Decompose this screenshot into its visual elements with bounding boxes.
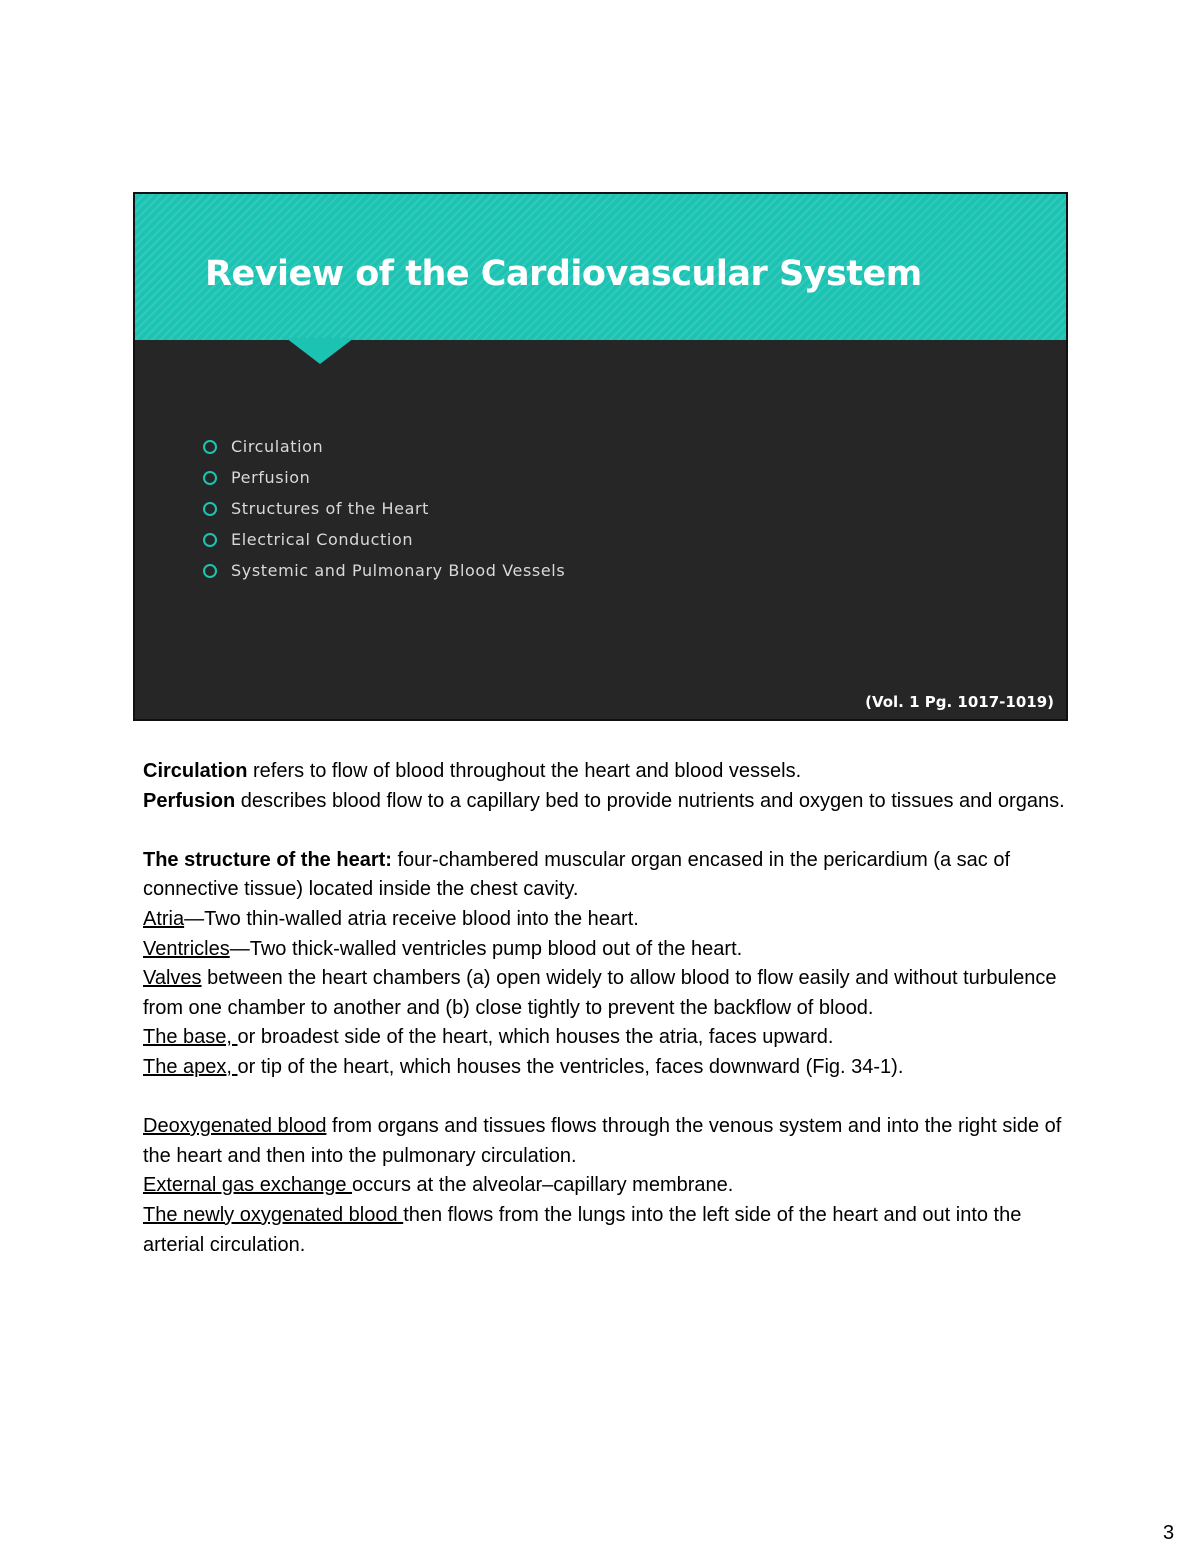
ring-bullet-icon [203,502,217,516]
text-atria: —Two thin-walled atria receive blood into the heart. [184,907,639,930]
bullet-item [203,524,565,555]
text-apex: or tip of the heart, which houses the ventricles, faces downward (Fig. 34-1). [237,1055,904,1078]
page-number: 3 [1163,1522,1175,1544]
text-circulation: refers to flow of blood throughout the heart and blood vessels. [247,760,802,782]
bullet-text: Perfusion [231,468,311,487]
term-ventricles: Ventricles [143,937,230,960]
term-circulation: Circulation [143,760,248,782]
term-gas-exchange: External gas exchange [143,1174,353,1197]
note-gas-exchange [143,1171,1073,1201]
text-perfusion: describes blood flow to a capillary bed to provide nutrients and oxygen to tissues and organs. [235,789,1065,812]
term-deoxygenated: Deoxygenated blood [143,1115,327,1138]
note-atria [143,905,1073,935]
text-deoxygenated: from organs and tissues flows through the venous system and into the right side of the heart and then into the pulmonary circulation. [143,1115,1062,1167]
note-perfusion [143,787,1073,817]
term-atria: Atria [143,907,185,930]
note-deoxygenated [143,1112,1073,1171]
notes-text [143,757,1073,1260]
text-gas-exchange: occurs at the alveolar–capillary membrane. [352,1174,734,1197]
ring-bullet-icon [203,564,217,578]
slide-reference: (Vol. 1 Pg. 1017-1019) [865,693,1054,711]
text-ventricles: —Two thick-walled ventricles pump blood out of the heart. [229,937,743,960]
term-oxygenated: The newly oxygenated blood [143,1203,404,1226]
note-circulation [143,757,1073,787]
bullet-text: Electrical Conduction [231,530,414,549]
note-ventricles [143,935,1073,965]
note-apex [143,1053,1073,1083]
slide-header [135,194,1066,340]
paragraph-gap [143,816,1073,846]
bullet-text: Structures of the Heart [231,499,430,518]
bullet-text: Circulation [231,437,324,456]
text-valves: between the heart chambers (a) open widely to allow blood to flow easily and without turbulence from one chamber to another and (b) close tightly to prevent the backflow of blood. [143,967,1057,1019]
slide [133,192,1068,721]
bullet-item [203,555,565,586]
bullet-item [203,493,565,524]
term-apex: The apex, [143,1055,238,1078]
text-base: or broadest side of the heart, which houses the atria, faces upward. [237,1026,834,1049]
bullet-text: Systemic and Pulmonary Blood Vessels [231,561,566,580]
term-perfusion: Perfusion [143,789,236,812]
term-valves: Valves [143,967,202,990]
note-oxygenated [143,1201,1073,1260]
note-valves [143,964,1073,1023]
ring-bullet-icon [203,440,217,454]
note-base [143,1023,1073,1053]
text-structure: four-chambered muscular organ encased in the pericardium (a sac of connective tissue) located inside the chest cavity. [143,848,1011,901]
ring-bullet-icon [203,533,217,547]
term-base: The base, [143,1026,238,1049]
text-oxygenated: then flows from the lungs into the left side of the heart and out into the arterial circulation. [143,1203,1022,1256]
ring-bullet-icon [203,471,217,485]
header-notch [286,338,354,364]
bullet-item [203,431,565,462]
slide-bullet-list [203,431,565,586]
slide-title: Review of the Cardiovascular System [205,254,922,294]
paragraph-gap [143,1083,1073,1113]
term-structure: The structure of the heart: [143,848,392,871]
bullet-item [203,462,565,493]
note-structure [143,846,1073,905]
